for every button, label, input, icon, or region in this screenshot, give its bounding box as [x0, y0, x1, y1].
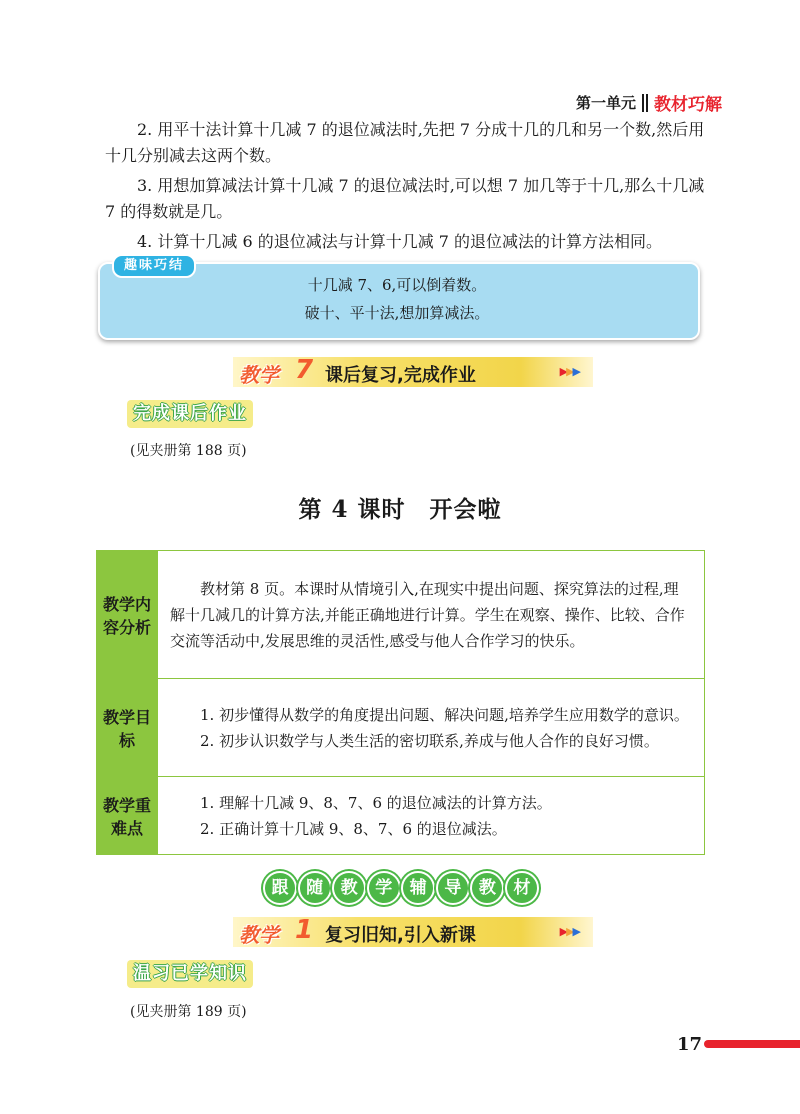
follow-guide-banner — [263, 870, 539, 906]
row-header: 教学目标 — [97, 679, 158, 777]
row-content: 1. 初步懂得从数学的角度提出问题、解决问题,培养学生应用数学的意识。 2. 初步认识数学与人类生活的密切联系,养成与他人合作的良好习惯。 — [158, 679, 705, 777]
row-content: 1. 理解十几减 9、8、7、6 的退位减法的计算方法。 2. 正确计算十几减 9、8、7、6 的退位减法。 — [158, 777, 705, 855]
banner-char: 随 — [298, 871, 332, 905]
row-header: 教学内容分析 — [97, 551, 158, 679]
header-divider — [646, 94, 648, 112]
paragraph: 3. 用想加算减法计算十几减 7 的退位减法时,可以想 7 加几等于十几,那么十几减 7 的得数就是几。 — [105, 176, 705, 221]
summary-tag: 趣味巧结 — [112, 254, 196, 278]
banner-text: 复习旧知,引入新课 — [325, 925, 476, 946]
table-row — [97, 679, 705, 777]
banner-number: 7 — [295, 355, 314, 385]
teaching-step-banner — [233, 917, 593, 947]
table-row — [97, 551, 705, 679]
section-title: 教材巧解 — [654, 95, 722, 115]
subheading: 温习已学知识 — [127, 960, 253, 988]
running-header — [576, 90, 722, 115]
paragraph: 4. 计算十几减 6 的退位减法与计算十几减 7 的退位减法的计算方法相同。 — [137, 232, 663, 251]
row-header: 教学重难点 — [97, 777, 158, 855]
summary-line: 十几减 7、6,可以倒着数。 — [307, 276, 487, 294]
teaching-step-banner — [233, 357, 593, 387]
banner-number: 1 — [295, 915, 314, 945]
reference-note: (见夹册第 189 页) — [130, 1004, 247, 1020]
subheading: 完成课后作业 — [127, 400, 253, 428]
page-number: 17 — [677, 1034, 703, 1055]
summary-line: 破十、平十法,想加算减法。 — [304, 304, 490, 322]
banner-char: 辅 — [401, 871, 435, 905]
banner-char: 导 — [436, 871, 470, 905]
banner-label: 教学 — [239, 923, 279, 947]
arrows-icon: ▶▶▶ — [559, 925, 579, 938]
summary-box — [98, 258, 698, 340]
paragraph: 2. 用平十法计算十几减 7 的退位减法时,先把 7 分成十几的几和另一个数,然后用十几分别减去这两个数。 — [105, 120, 705, 165]
reference-note: (见夹册第 188 页) — [130, 443, 247, 459]
banner-label: 教学 — [239, 363, 279, 387]
banner-text: 课后复习,完成作业 — [325, 365, 476, 386]
banner-char: 学 — [367, 871, 401, 905]
header-divider — [642, 94, 644, 112]
lesson-title: 第 4 课时 开会啦 — [298, 496, 502, 523]
banner-char: 跟 — [263, 871, 297, 905]
banner-char: 材 — [505, 871, 539, 905]
page-number-bar — [704, 1040, 800, 1048]
table-row — [97, 777, 705, 855]
lesson-plan-table — [96, 550, 705, 855]
banner-char: 教 — [332, 871, 366, 905]
unit-label: 第一单元 — [575, 94, 636, 112]
arrows-icon: ▶▶▶ — [559, 365, 579, 378]
row-content: 教材第 8 页。本课时从情境引入,在现实中提出问题、探究算法的过程,理解十几减几的计算方法,并能正确地进行计算。学生在观察、操作、比较、合作交流等活动中,发展思维的灵活性,感受与他人合作学习的快乐。 — [158, 551, 705, 679]
banner-char: 教 — [470, 871, 504, 905]
